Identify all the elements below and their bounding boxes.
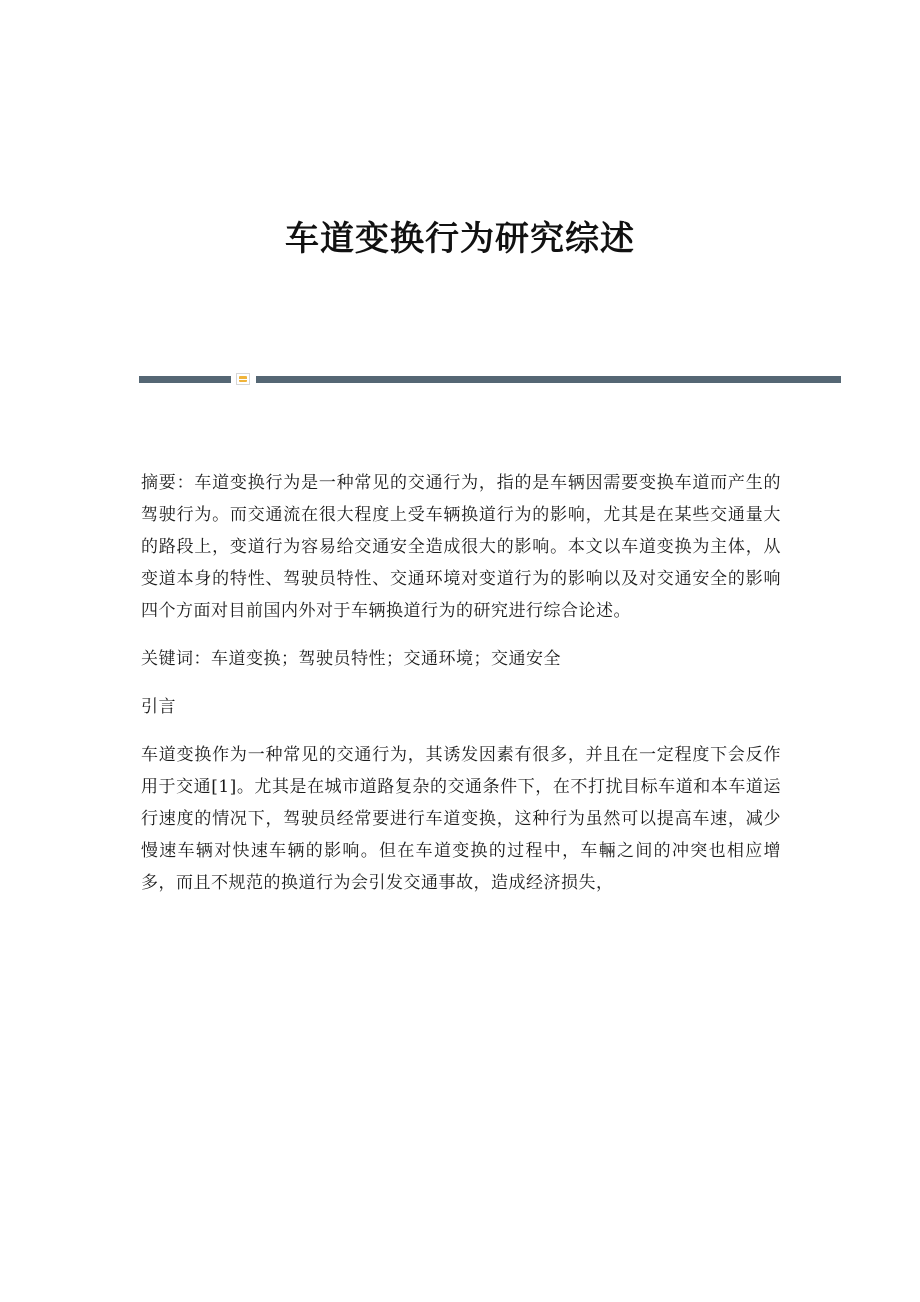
title-divider — [139, 373, 841, 385]
abstract-paragraph: 摘要：车道变换行为是一种常见的交通行为，指的是车辆因需要变换车道而产生的驾驶行为。而交通流在很大程度上受车辆换道行为的影响，尤其是在某些交通量大的路段上，变道行为容易给交通安全造成很大的影响。本文以车道变换为主体，从变道本身的特性、驾驶员特性、交通环境对变道行为的影响以及对交通安全的影响四个方面对目前国内外对于车辆换道行为的研究进行综合论述。 — [141, 473, 781, 621]
section-heading-introduction: 引言 — [141, 697, 176, 717]
document-body — [141, 467, 781, 915]
divider-bar-right — [256, 376, 841, 383]
introduction-paragraph: 车道变换作为一种常见的交通行为，其诱发因素有很多，并且在一定程度下会反作用于交通[1]。尤其是在城市道路复杂的交通条件下，在不打扰目标车道和本车道运行速度的情况下，驾驶员经常要进行车道变换，这种行为虽然可以提高车速，减少慢速车辆对快速车辆的影响。但在车道变换的过程中，车輛之间的冲突也相应增多，而且不规范的换道行为会引发交通事故，造成经济损失， — [141, 745, 781, 893]
divider-bar-left — [139, 376, 231, 383]
keywords-line: 关键词：车道变换；驾驶员特性；交通环境；交通安全 — [141, 649, 561, 669]
document-title: 车道变换行为研究综述 — [285, 219, 635, 259]
document-emblem-icon — [236, 373, 250, 385]
